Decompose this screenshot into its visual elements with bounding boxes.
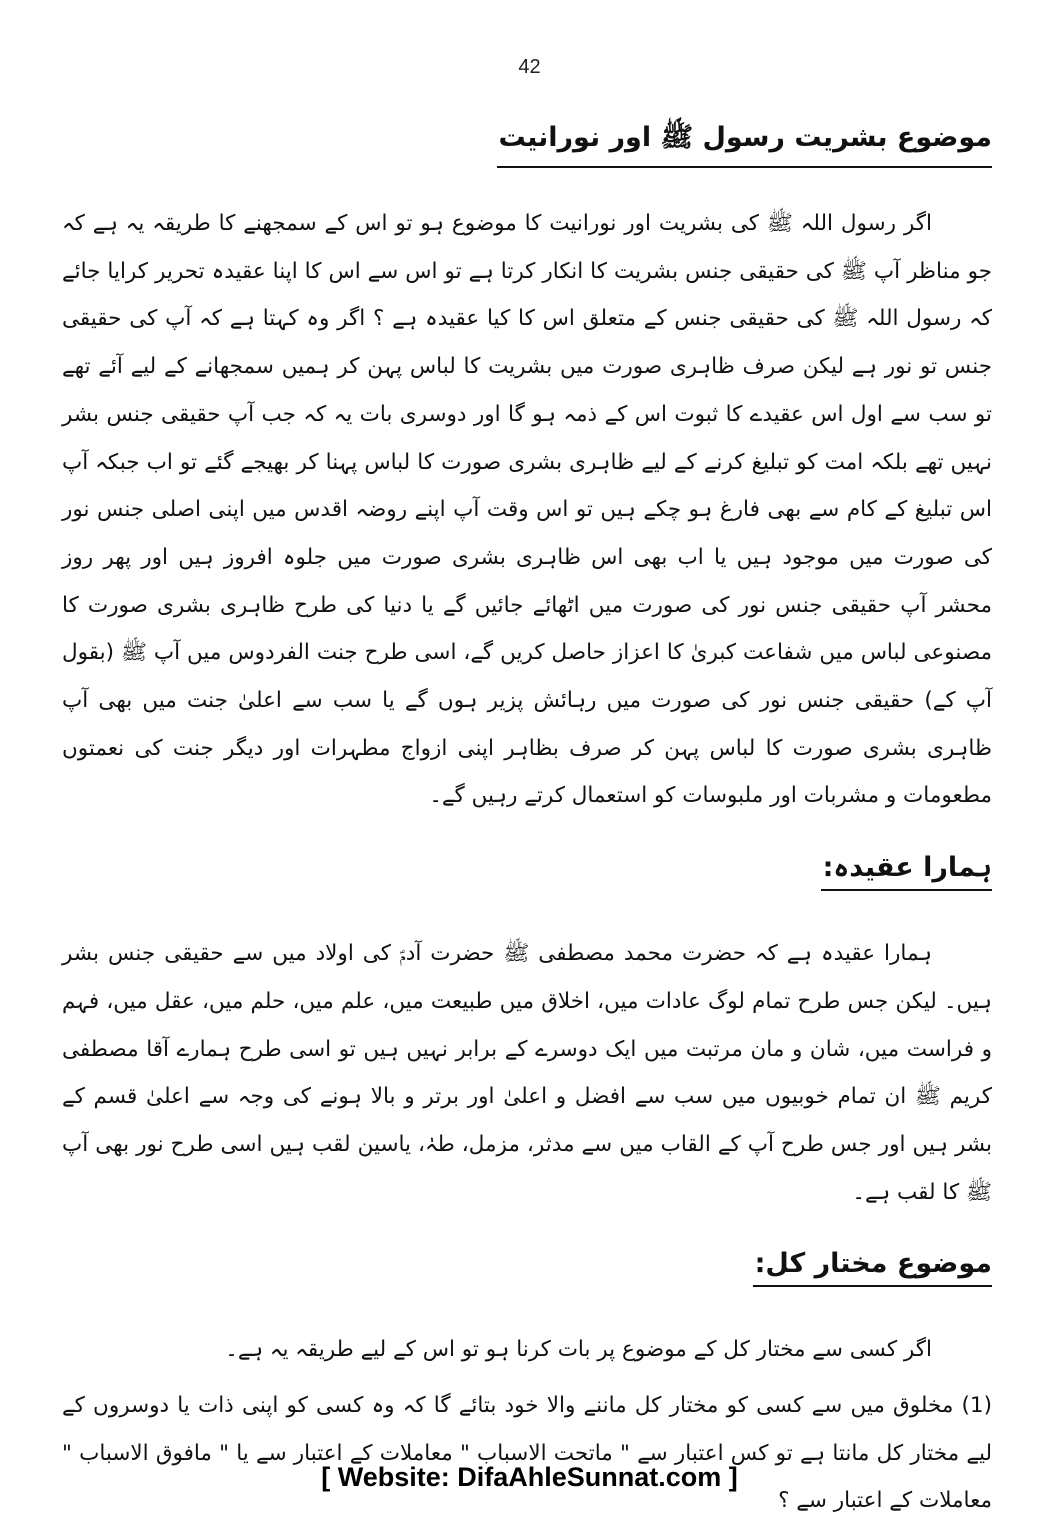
- paragraph-mukhtar-intro: اگر کسی سے مختار کل کے موضوع پر بات کرنا ہو تو اس کے لیے طریقہ یہ ہے۔: [225, 1337, 932, 1363]
- paragraph-bashariyat: اگر رسول اللہ ﷺ کی بشریت اور نورانیت کا موضوع ہو تو اس کے سمجھنے کا طریقہ یہ ہے کہ جو مناظر آپ ﷺ کی حقیقی جنس بشریت کا انکار کرتا ہے تو اس سے اس کا اپنا عقیدہ تحریر کرایا جائے کہ رسول اللہ ﷺ کی حقیقی جنس کے متعلق اس کا کیا عقیدہ ہے ؟ اگر وہ کہتا ہے کہ آپ کی حقیقی جنس تو نور ہے لیکن صرف ظاہری صورت میں بشریت کا لباس پہن کر ہمیں سمجھانے کے لیے آئے تھے تو سب سے اول اس عقیدے کا ثبوت اس کے ذمہ ہو گا اور دوسری بات یہ کہ جب آپ حقیقی جنس بشر نہیں تھے بلکہ امت کو تبلیغ کرنے کے لیے ظاہری بشری صورت کا لباس پہنا کر بھیجے گئے تو اب جبکہ آپ اس تبلیغ کے کام سے بھی فارغ ہو چکے ہیں تو اس وقت آپ اپنے روضہ اقدس میں اپنی اصلی جنس نور کی صورت میں موجود ہیں یا اب بھی اس ظاہری بشری صورت میں جلوہ افروز ہیں اور پھر روز محشر آپ حقیقی جنس نور کی صورت میں اٹھائے جائیں گے یا دنیا کی طرح ظاہری بشری صورت کا مصنوعی لباس میں شفاعت کبریٰ کا اعزاز حاصل کریں گے، اسی طرح جنت الفردوس میں آپ ﷺ (بقول آپ کے) حقیقی جنس نور کی صورت میں رہائش پزیر ہوں گے یا سب سے اعلیٰ جنت میں بھی آپ ظاہری بشری صورت کا لباس پہن کر صرف بظاہر اپنی ازواج مطہرات اور دیگر جنت کی نعمتوں مطعومات و مشربات اور ملبوسات کو استعمال کرتے رہیں گے۔: [62, 211, 992, 809]
- page-number: 42: [518, 56, 541, 78]
- website-footer: [ Website: DifaAhleSunnat.com ]: [321, 1462, 738, 1492]
- section-heading-bashariyat: موضوع بشریت رسول ﷺ اور نورانیت: [497, 120, 993, 168]
- paragraph-mukhtar-point-1: (1) مخلوق میں سے کسی کو مختار کل ماننے والا خود بتائے گا کہ وہ کسی کو اپنی ذات یا دوسروں کے لیے مختار کل مانتا ہے تو کس اعتبار سے " ماتحت الاسباب " معاملات کے اعتبار سے یا " مافوق الاسباب " معاملات کے اعتبار سے ؟: [62, 1393, 992, 1514]
- paragraph-aqeeda: ہمارا عقیدہ ہے کہ حضرت محمد مصطفی ﷺ حضرت آدمؑ کی اولاد میں سے حقیقی جنس بشر ہیں۔ لیکن جس طرح تمام لوگ عادات میں، اخلاق میں طبیعت میں، علم میں، حلم میں، عقل میں، فہم و فراست میں، شان و مان مرتبت میں ایک دوسرے کے برابر نہیں ہیں تو اسی طرح ہمارے آقا مصطفی کریم ﷺ ان تمام خوبیوں میں سب سے افضل و اعلیٰ اور برتر و بالا ہونے کی وجہ سے اعلیٰ قسم کے بشر ہیں اور جس طرح آپ کے القاب میں سے مدثر، مزمل، طہٰ، یاسین لقب ہیں اسی طرح نور بھی آپ ﷺ کا لقب ہے۔: [62, 941, 992, 1205]
- section-heading-wrap: [62, 120, 992, 180]
- section-heading-aqeeda: ہمارا عقیدہ:: [821, 852, 992, 891]
- section-heading-wrap: [62, 852, 992, 912]
- document-body: [62, 120, 992, 1525]
- section-heading-mukhtar-kul: موضوع مختار کل:: [753, 1248, 992, 1287]
- section-heading-wrap: [62, 1248, 992, 1308]
